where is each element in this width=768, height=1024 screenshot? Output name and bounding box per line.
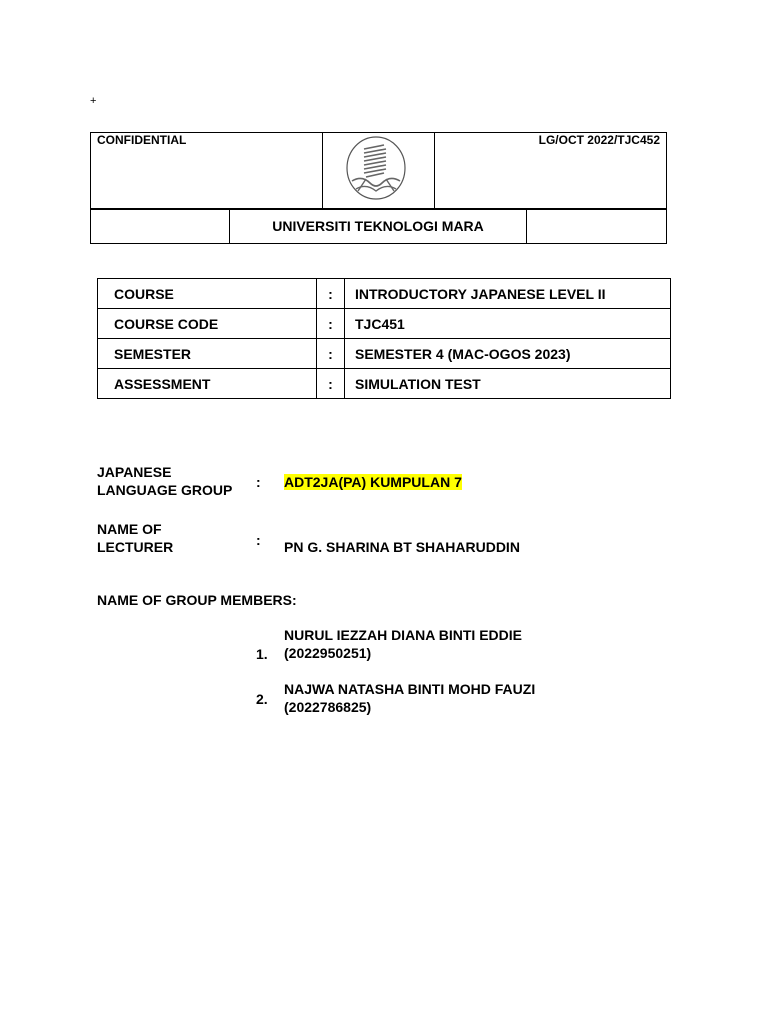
document-code: LG/OCT 2022/TJC452 xyxy=(538,133,660,147)
member-item xyxy=(284,680,535,716)
group-label xyxy=(97,463,232,499)
member-name: NURUL IEZZAH DIANA BINTI EDDIE xyxy=(284,627,522,643)
member-id: (2022786825) xyxy=(284,699,372,715)
table-row xyxy=(98,309,671,339)
lecturer-label-line2: LECTURER xyxy=(97,539,174,555)
course-code-value: TJC451 xyxy=(345,309,671,339)
assessment-value: SIMULATION TEST xyxy=(345,369,671,399)
members-heading: NAME OF GROUP MEMBERS: xyxy=(97,592,297,608)
course-code-label: COURSE CODE xyxy=(98,309,317,339)
group-label-line1: JAPANESE xyxy=(97,464,172,480)
lecturer-value: PN G. SHARINA BT SHAHARUDDIN xyxy=(284,539,520,555)
group-value-highlight: ADT2JA(PA) KUMPULAN 7 xyxy=(284,474,462,490)
lecturer-label-line1: NAME OF xyxy=(97,521,162,537)
assessment-label: ASSESSMENT xyxy=(98,369,317,399)
member-item xyxy=(284,626,522,662)
member-id: (2022950251) xyxy=(284,645,372,661)
header-divider-left xyxy=(322,132,323,209)
member-name: NAJWA NATASHA BINTI MOHD FAUZI xyxy=(284,681,536,697)
course-label: COURSE xyxy=(98,279,317,309)
member-number: 1. xyxy=(256,646,268,662)
table-row xyxy=(98,369,671,399)
university-name: UNIVERSITI TEKNOLOGI MARA xyxy=(229,208,527,244)
colon-separator: : xyxy=(317,279,345,309)
lecturer-label xyxy=(97,520,173,556)
colon-separator: : xyxy=(317,369,345,399)
plus-mark: + xyxy=(90,95,97,107)
semester-label: SEMESTER xyxy=(98,339,317,369)
course-table xyxy=(97,278,671,399)
group-label-line2: LANGUAGE GROUP xyxy=(97,482,233,498)
colon-separator: : xyxy=(317,309,345,339)
group-value xyxy=(284,473,462,491)
group-colon: : xyxy=(256,474,261,490)
member-number: 2. xyxy=(256,691,268,707)
lecturer-colon: : xyxy=(256,532,261,548)
colon-separator: : xyxy=(317,339,345,369)
table-row xyxy=(98,279,671,309)
table-row xyxy=(98,339,671,369)
university-logo-icon xyxy=(344,135,408,201)
header-divider-right xyxy=(434,132,435,209)
course-value: INTRODUCTORY JAPANESE LEVEL II xyxy=(345,279,671,309)
semester-value: SEMESTER 4 (MAC-OGOS 2023) xyxy=(345,339,671,369)
confidential-label: CONFIDENTIAL xyxy=(97,133,187,147)
